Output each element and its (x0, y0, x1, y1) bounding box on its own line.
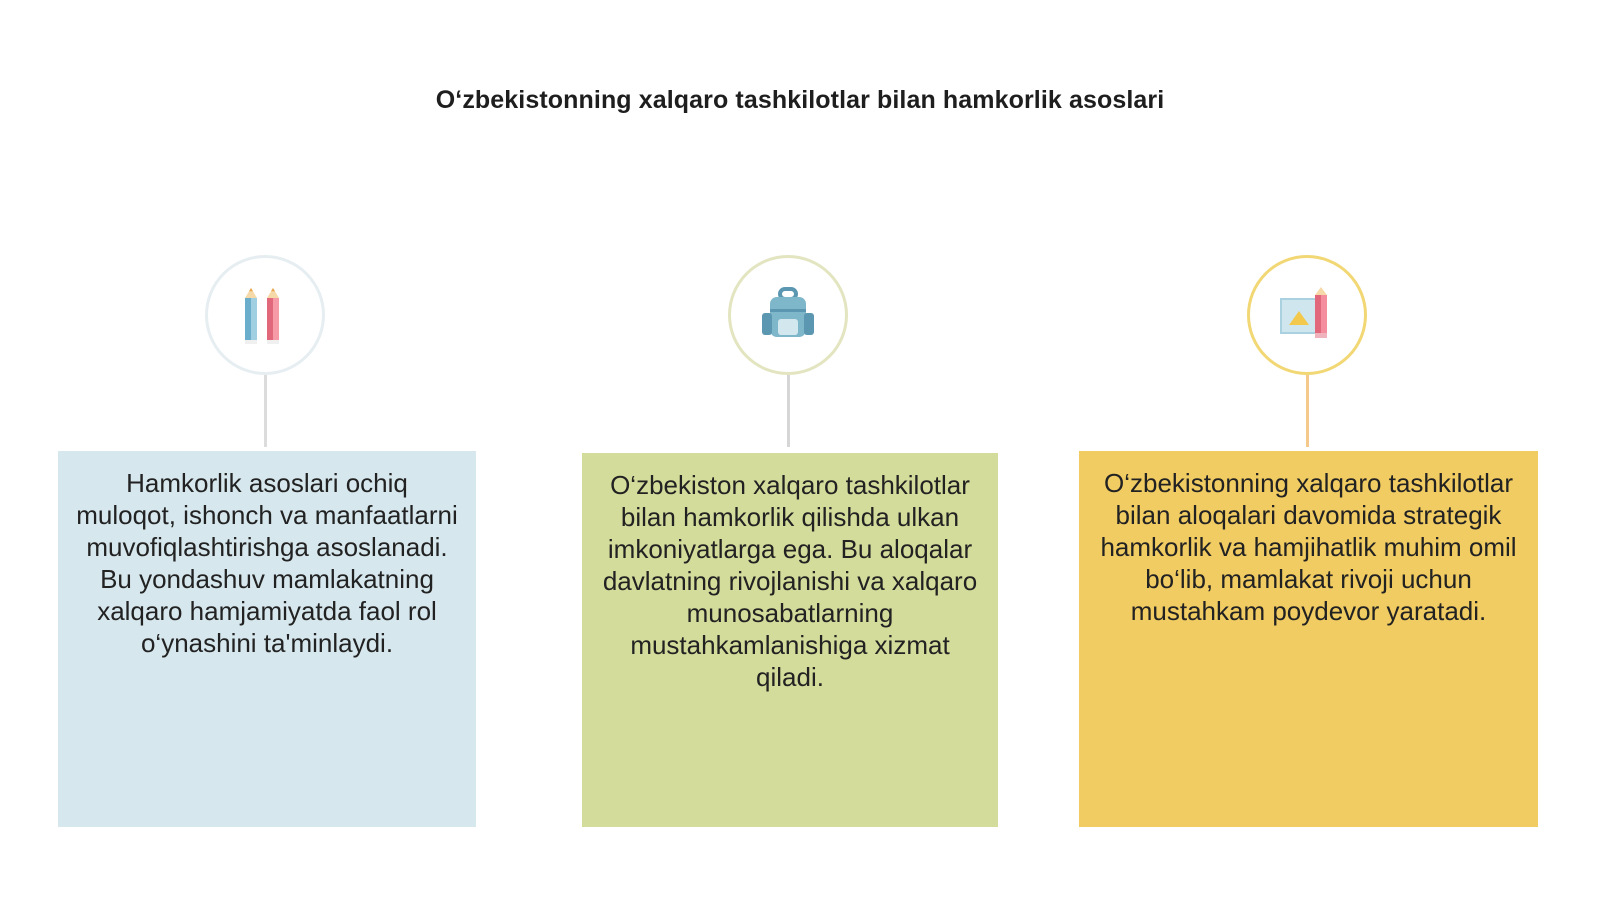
connector-line-1 (264, 375, 267, 447)
icon-circle-2 (728, 255, 848, 375)
card-text-2: O‘zbekiston xalqaro tashkilotlar bilan hamkorlik qilishda ulkan imkoniyatlarga ega. Bu aloqalar davlatning rivojlanishi va xalqaro munosabatlarning mustahkamlanishiga xizmat qiladi. (602, 470, 978, 692)
slide-title: O‘zbekistonning xalqaro tashkilotlar bilan hamkorlik asoslari (435, 86, 1165, 114)
connector-line-2 (787, 375, 790, 447)
info-card-2 (582, 453, 998, 827)
connector-line-3 (1306, 375, 1309, 447)
pencils-icon (240, 284, 290, 346)
drawing-board-icon (1277, 285, 1337, 345)
icon-circle-1 (205, 255, 325, 375)
column-1 (58, 0, 476, 900)
icon-circle-3 (1247, 255, 1367, 375)
column-2 (582, 0, 998, 900)
info-card-1 (58, 451, 476, 827)
card-text-1: Hamkorlik asoslari ochiq muloqot, ishonch va manfaatlarni muvofiqlashtirishga asoslanadi. Bu yondashuv mamlakatning xalqaro hamjamiyatda faol rol o‘ynashini ta'minlaydi. (76, 468, 458, 658)
column-3 (1079, 0, 1538, 900)
backpack-icon (758, 285, 818, 345)
info-card-3 (1079, 451, 1538, 827)
card-text-3: O‘zbekistonning xalqaro tashkilotlar bilan aloqalari davomida strategik hamkorlik va hamjihatlik muhim omil bo‘lib, mamlakat rivoji uchun mustahkam poydevor yaratadi. (1100, 468, 1517, 626)
